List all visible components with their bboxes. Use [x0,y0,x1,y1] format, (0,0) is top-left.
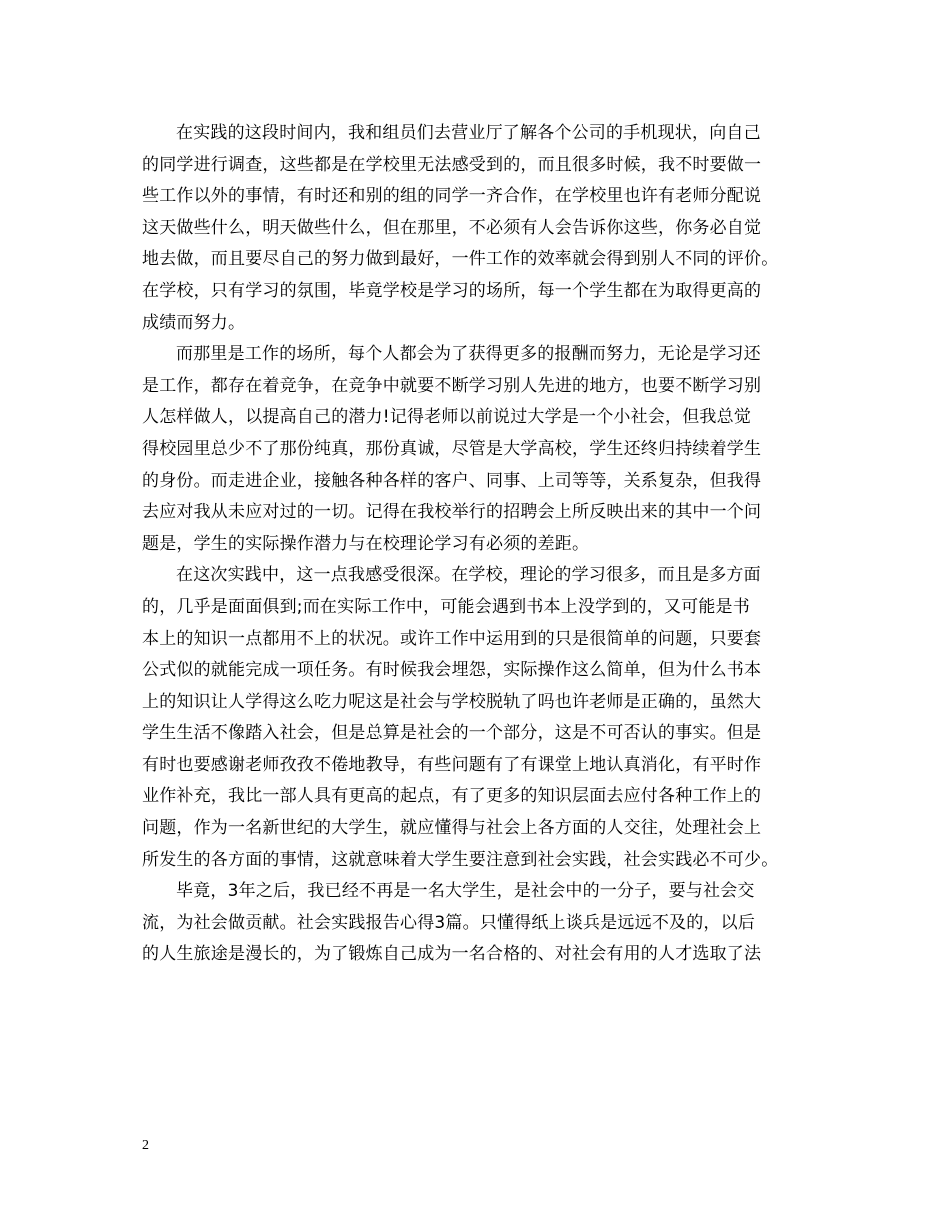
text-line: 些工作以外的事情，有时还和别的组的同学一齐合作，在学校里也许有老师分配说 [142,186,762,207]
text-line: 得校园里总少不了那份纯真，那份真诚，尽管是大学高校，学生还终归持续着学生 [142,438,762,459]
text-line: 所发生的各方面的事情，这就意味着大学生要注意到社会实践，社会实践必不可少。 [142,849,779,870]
text-line: 人怎样做人，以提高自己的潜力!记得老师以前说过大学是一个小社会，但我总觉 [142,407,752,428]
text-line: 上的知识让人学得这么吃力呢这是社会与学校脱轨了吗也许老师是正确的，虽然大 [142,691,762,712]
text-line: 在实践的这段时间内，我和组员们去营业厅了解各个公司的手机现状，向自己 [176,123,761,143]
body-text [142,118,822,971]
text-line: 的身份。而走进企业，接触各种各样的客户、同事、上司等等，关系复杂，但我得 [142,470,762,491]
text-line: 成绩而努力。 [142,312,246,333]
text-line: 题是，学生的实际操作潜力与在校理论学习有必须的差距。 [142,533,590,554]
text-line: 本上的知识一点都用不上的状况。或许工作中运用到的只是很简单的问题，只要套 [142,628,762,649]
text-line: 在学校，只有学习的氛围，毕竟学校是学习的场所，每一个学生都在为取得更高的 [142,280,762,301]
text-line: 这天做些什么，明天做些什么，但在那里，不必须有人会告诉你这些，你务必自觉 [142,217,762,238]
text-line: 有时也要感谢老师孜孜不倦地教导，有些问题有了有课堂上地认真消化，有平时作 [142,754,762,775]
text-line: 业作补充，我比一部人具有更高的起点，有了更多的知识层面去应付各种工作上的 [142,786,762,807]
text-line: 的同学进行调查，这些都是在学校里无法感受到的，而且很多时候，我不时要做一 [142,154,762,175]
page-number: 2 [142,1138,149,1153]
text-line: 问题，作为一名新世纪的大学生，就应懂得与社会上各方面的人交往，处理社会上 [142,818,762,839]
text-line: 的人生旅途是漫长的，为了锻炼自己成为一名合格的、对社会有用的人才选取了法 [142,944,762,965]
text-line: 地去做，而且要尽自己的努力做到最好，一件工作的效率就会得到别人不同的评价。 [142,249,779,270]
text-line: 的，几乎是面面俱到;而在实际工作中，可能会遇到书本上没学到的，又可能是书 [142,596,750,617]
text-line: 毕竟，3年之后，我已经不再是一名大学生，是社会中的一分子，要与社会交 [176,881,755,902]
text-line: 在这次实践中，这一点我感受很深。在学校，理论的学习很多，而且是多方面 [176,565,761,586]
text-line: 去应对我从未应对过的一切。记得在我校举行的招聘会上所反映出来的其中一个问 [142,502,762,523]
text-line: 而那里是工作的场所，每个人都会为了获得更多的报酬而努力，无论是学习还 [176,344,761,365]
text-line: 流，为社会做贡献。社会实践报告心得3篇。只懂得纸上谈兵是远远不及的，以后 [142,912,756,933]
text-line: 公式似的就能完成一项任务。有时候我会埋怨，实际操作这么简单，但为什么书本 [142,660,762,681]
text-line: 是工作，都存在着竞争，在竞争中就要不断学习别人先进的地方，也要不断学习别 [142,375,762,396]
text-line: 学生生活不像踏入社会，但是总算是社会的一个部分，这是不可否认的事实。但是 [142,723,762,744]
